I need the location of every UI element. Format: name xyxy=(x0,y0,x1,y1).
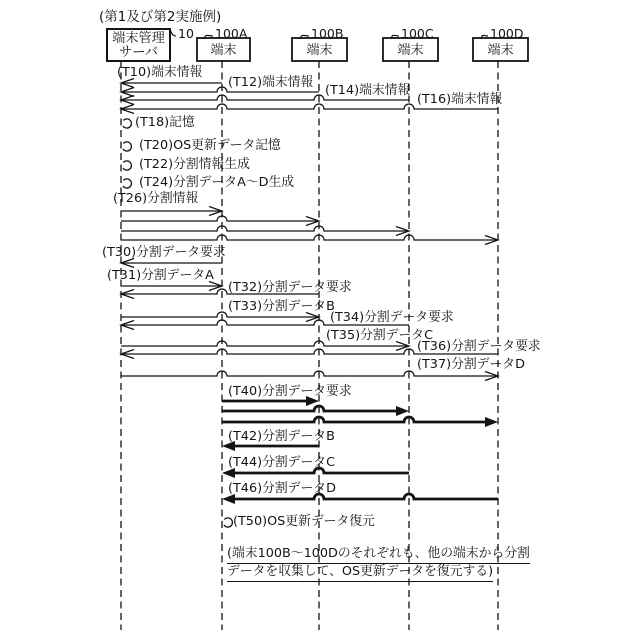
actor-label-100D: 端末 xyxy=(487,42,514,58)
message-label-T35: (T35)分割データC xyxy=(326,328,434,343)
message-label-T20: (T20)OS更新データ記憶 xyxy=(139,138,281,153)
message-label-T40: (T40)分割データ要求 xyxy=(228,384,352,399)
message-label-T37: (T37)分割データD xyxy=(417,357,525,372)
footnote-line-1: (端末100B～100Dのそれぞれも、他の端末から分割 xyxy=(227,547,530,564)
message-label-T16: (T16)端末情報 xyxy=(417,92,503,107)
message-label-T33: (T33)分割データB xyxy=(228,299,335,314)
message-label-T42: (T42)分割データB xyxy=(228,429,335,444)
actor-label-100B: 端末 xyxy=(306,42,333,58)
message-label-T30: (T30)分割データ要求 xyxy=(102,245,226,260)
message-label-T18: (T18)記憶 xyxy=(135,115,195,130)
message-label-T32: (T32)分割データ要求 xyxy=(228,280,352,295)
actor-label-server: 端末管理 サーバ xyxy=(112,31,165,60)
message-label-T34: (T34)分割データ要求 xyxy=(330,310,454,325)
message-label-T22: (T22)分割情報生成 xyxy=(139,157,250,172)
message-label-T50: (T50)OS更新データ復元 xyxy=(233,514,375,529)
actor-ref-100A: 100A xyxy=(215,26,248,41)
message-label-T46: (T46)分割データD xyxy=(228,481,336,496)
actor-ref-server: 10 xyxy=(178,26,194,41)
message-label-T26: (T26)分割情報 xyxy=(113,191,199,206)
diagram-title: (第1及び第2実施例) xyxy=(99,9,222,25)
message-label-T24: (T24)分割データA～D生成 xyxy=(139,175,295,190)
footnote-line-2: データを収集して、OS更新データを復元する) xyxy=(227,565,493,582)
actor-ref-100D: 100D xyxy=(490,26,524,41)
message-label-T36: (T36)分割データ要求 xyxy=(417,339,541,354)
actor-ref-100B: 100B xyxy=(311,26,344,41)
message-label-T14: (T14)端末情報 xyxy=(325,83,411,98)
message-label-T10: (T10)端末情報 xyxy=(117,65,203,80)
message-label-T44: (T44)分割データC xyxy=(228,455,336,470)
message-label-T12: (T12)端末情報 xyxy=(228,75,314,90)
actor-label-100A: 端末 xyxy=(210,42,237,58)
actor-label-100C: 端末 xyxy=(397,42,424,58)
message-label-T31: (T31)分割データA xyxy=(107,268,214,283)
actor-ref-100C: 100C xyxy=(401,26,434,41)
